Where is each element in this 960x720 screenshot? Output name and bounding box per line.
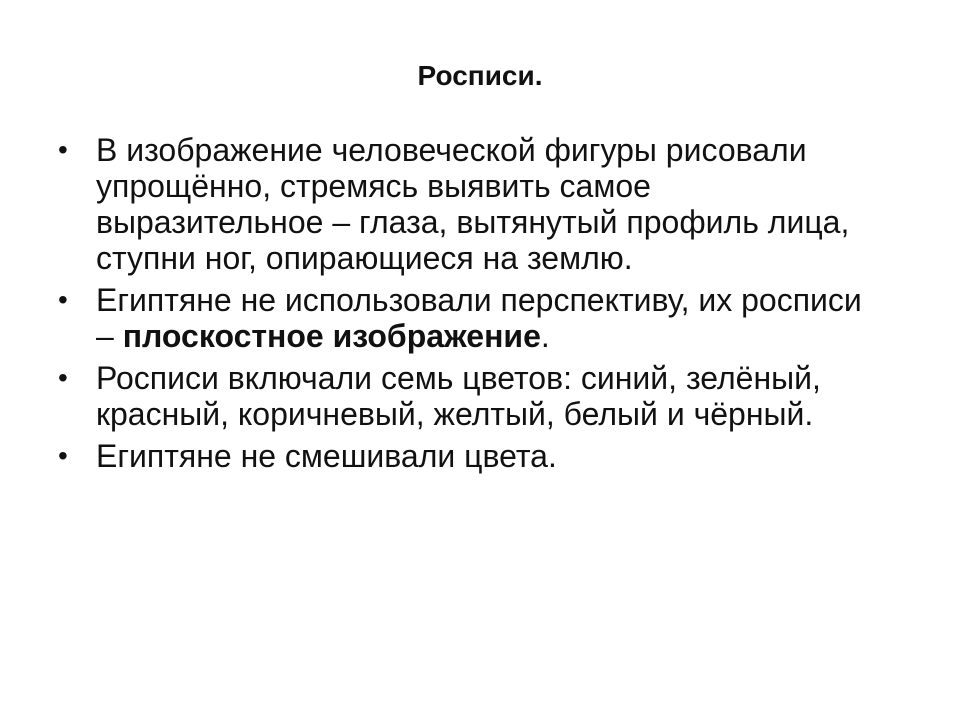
bullet-dot-icon: •	[58, 362, 68, 393]
bullet-text-bold: плоскостное изображение	[122, 318, 541, 354]
bullet-text-part: .	[540, 318, 550, 354]
bullet-item	[58, 438, 878, 474]
bullet-dot-icon: •	[58, 440, 68, 471]
bullet-text: В изображение человеческой фигуры рисовали упрощённо, стремясь выявить самое выразительное – глаза, вытянутый профиль лица, ступни ног, опирающиеся на землю.	[96, 132, 850, 276]
bullet-text-part: Египтяне не использовали перспективу, их росписи –	[96, 282, 862, 354]
bullet-item	[58, 360, 878, 432]
bullet-text: Египтяне не смешивали цвета.	[96, 438, 557, 474]
bullet-item	[58, 132, 878, 276]
bullet-dot-icon: •	[58, 284, 68, 315]
slide-title: Росписи.	[417, 60, 543, 91]
bullet-item	[58, 282, 878, 354]
bullet-text: Росписи включали семь цветов: синий, зелёный, красный, коричневый, желтый, белый и чёрный.	[96, 360, 821, 432]
bullet-dot-icon: •	[58, 134, 68, 165]
bullet-text	[96, 282, 862, 354]
bullet-list	[58, 132, 878, 480]
